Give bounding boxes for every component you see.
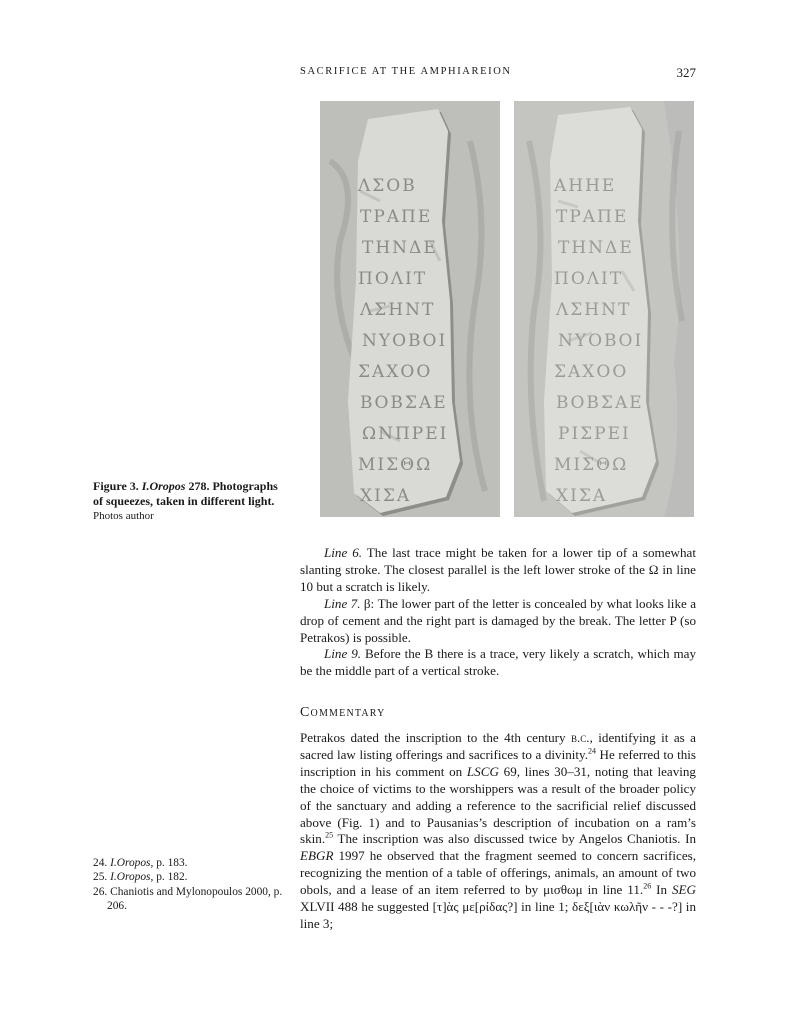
inscription-line: ΛΣΟΒ	[358, 176, 417, 196]
figure-title-italic: I.Oropos	[141, 479, 186, 493]
inscription-line: ΠΟΛΙΤ	[554, 269, 624, 289]
running-title: SACRIFICE AT THE AMPHIAREION	[300, 66, 512, 77]
note-line-9: Line 9. Before the B there is a trace, very likely a scratch, which may be the middle part of a vertical stroke.	[300, 646, 697, 679]
inscription-line: ΧΙΣΑ	[360, 486, 412, 506]
inscription-line: ΜΙΣΘΩ	[358, 455, 433, 475]
footnote-24: 24. I.Oropos, p. 183.	[93, 857, 188, 869]
page-number: 327	[676, 65, 696, 80]
inscription-line: ΤΡΑΠΕ	[360, 207, 433, 227]
inscription-line: ΤΡΑΠΕ	[556, 207, 629, 227]
footnote-ref-26[interactable]: 26	[643, 881, 652, 891]
footnote-ref-24[interactable]: 24	[588, 746, 596, 756]
footnote-ref-25[interactable]: 25	[325, 831, 334, 841]
footnotes	[93, 856, 283, 914]
note-line-6: Line 6. The last trace might be taken for a lower tip of a somewhat slanting stroke. The closest parallel is the left lower stroke of the Ω in line 10 but a scratch is likely.	[300, 545, 696, 594]
inscription-line: ΡΙΣΡΕΙ	[558, 424, 631, 444]
inscription-line: ΜΙΣΘΩ	[554, 455, 629, 475]
line-notes	[300, 545, 696, 680]
squeeze-photo-left	[320, 101, 500, 517]
squeeze-photo-right	[514, 101, 694, 517]
inscription-line: ΧΙΣΑ	[556, 486, 608, 506]
figure-label: Figure 3.	[93, 479, 139, 493]
inscription-line: ΤΗΝΔΕ	[558, 238, 634, 258]
footnote-26: 26. Chaniotis and Mylonopoulos 2000, p. 206.	[93, 885, 283, 913]
inscription-line: ΤΗΝΔΕ	[362, 238, 438, 258]
figure-credit: Photos author	[93, 510, 154, 522]
inscription-line: ΝΥΟΒΟΙ	[362, 331, 448, 351]
inscription-line: ΠΟΛΙΤ	[358, 269, 428, 289]
section-heading: Commentary	[300, 705, 386, 720]
running-head	[300, 66, 696, 80]
inscription-line: ΣΑΧΟΟ	[554, 362, 629, 382]
inscription-line: ΣΑΧΟΟ	[358, 362, 433, 382]
footnote-25: 25. I.Oropos, p. 182.	[93, 871, 188, 884]
figure-title: 278. Photographs of squeezes, taken in different light.	[93, 479, 278, 508]
commentary-paragraph: Petrakos dated the inscription to the 4th century b.c., identifying it as a sacred law listing offerings and sacrifices to a divinity.$^{24}$ He referred to this inscription in his comment on LSCG 69, lines 30–31, noting that leaving the choice of victims to the worshippers was a result of the broader policy of the sanctuary and adding a reference to the sacrificial relief discussed above (Fig. 1) and to Pausanias’s description of incubation on a ram’s skin.$^{25}$ The inscription was also discussed twice by Angelos Chaniotis. In EBGR 1997 he observed that the fragment seemed to concern sacrifices, recognizing the mention of a table of offerings, animals, an amount of two obols, and a lease of an item referred to by μισθωμ in line 11.26 In SEG XLVII 488 he suggested [τ]ὰς με[ρίδας?] in line 1; δεξ[ιὰν κωλῆν - - -?] in line 3;	[300, 730, 696, 931]
commentary-body	[300, 730, 696, 933]
inscription-line: ΛΣΗΝΤ	[360, 300, 436, 320]
inscription-line: ΛΣΗΝΤ	[556, 300, 632, 320]
inscription-line: ΩΝΠΡΕΙ	[362, 424, 449, 444]
note-line-7: Line 7. β: The lower part of the letter is concealed by what looks like a drop of cement and the right part is damaged by the break. The letter P (so Petrakos) is possible.	[300, 595, 697, 645]
inscription-line: ΝΥΟΒΟΙ	[558, 331, 644, 351]
inscription-line: ΒΟΒΣΑΕ	[360, 393, 448, 413]
inscription-line: ΒΟΒΣΑΕ	[556, 393, 644, 413]
figure-caption	[93, 479, 283, 524]
inscription-line: ΑΗΗΕ	[554, 176, 617, 196]
